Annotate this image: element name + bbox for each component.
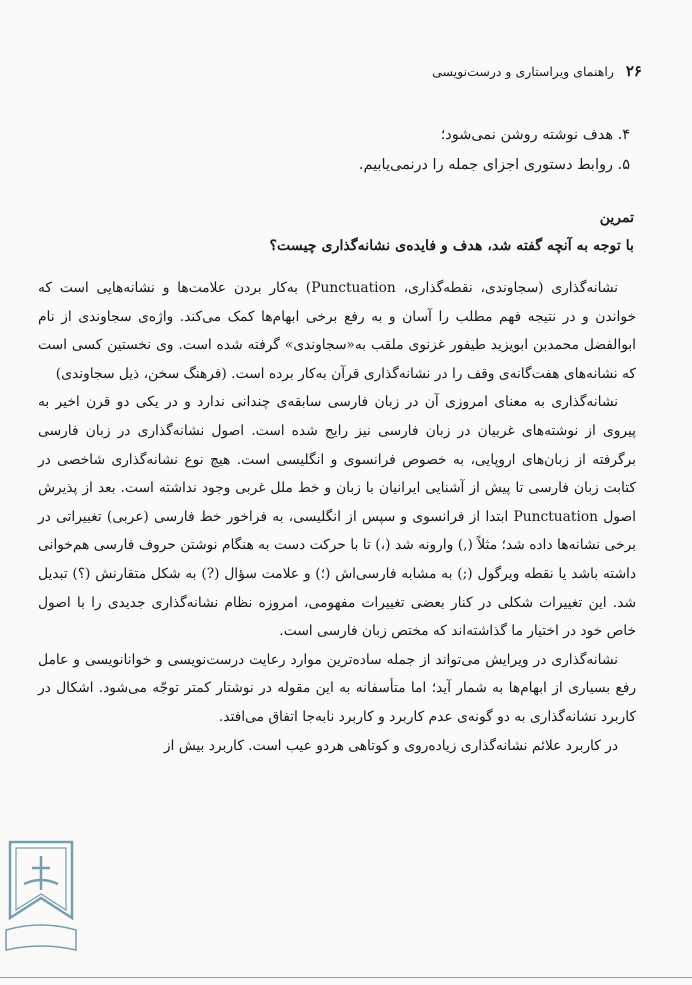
running-title: راهنمای ویراستاری و درست‌نویسی <box>432 64 614 79</box>
list-item: ۵. روابط دستوری اجزای جمله را درنمی‌یابیم. <box>358 157 630 173</box>
page-bottom-rule <box>0 977 692 978</box>
exercise-heading: تمرین <box>599 210 634 226</box>
body-text <box>38 274 636 760</box>
page-header <box>300 62 642 80</box>
paragraph: نشانه‌گذاری به معنای امروزی آن در زبان فارسی سابقه‌ی چندانی ندارد و در یکی دو قرن اخیر به پیروی از نوشته‌های غربیان در زبان فارسی نیز رایج شده است. اصول نشانه‌گذاری در زبان فارسی برگرفته از زبان‌های اروپایی، به خصوص فرانسوی و انگلیسی است. هیچ نوع نشانه‌گذاری شاخصی در کتابت زبان فارسی تا پیش از آشنایی ایرانیان با زبان و خط ملل غربی وجود نداشته است. بعد از پذیرش اصول Punctuation ابتدا از فرانسوی و سپس از انگلیسی، به فراخور خط فارسی (عربی) تغییراتی در برخی نشانه‌ها داده شد؛ مثلاً (,) وارونه شد (،) تا با حرکت دست به هنگام نوشتن حروف فارسی هم‌خوانی داشته باشد یا نقطه ویرگول (;) به مشابه فارسی‌اش (؛) و علامت سؤال (?) به شکل متقارنش (؟) تبدیل شد. این تغییرات شکلی در کنار بعضی تغییرات مفهومی، امروزه نظام نشانه‌گذاری جدیدی را با اصول خاص خود در اختیار ما گذاشته‌اند که مختص زبان فارسی است. <box>38 394 636 640</box>
list-item: ۴. هدف نوشته روشن نمی‌شود؛ <box>440 127 630 143</box>
library-seal-icon <box>2 838 80 958</box>
paragraph: نشانه‌گذاری در ویرایش می‌تواند از جمله ساده‌ترین موارد رعایت درست‌نویسی و خوانانویسی و عامل رفع بسیاری از ابهام‌ها به شمار آید؛ اما متأسفانه به این مقوله در نوشتار کمتر توجّه می‌شود. اشکال در کاربرد نشانه‌گذاری به دو گونه‌ی عدم کاربرد و کاربرد نابه‌جا اتفاق می‌افتد. <box>38 651 636 725</box>
numbered-list <box>40 120 630 180</box>
page-number: ۲۶ <box>625 62 642 80</box>
exercise-question: با توجه به آنچه گفته شد، هدف و فایده‌ی نشانه‌گذاری چیست؟ <box>269 238 634 254</box>
paragraph: در کاربرد علائم نشانه‌گذاری زیاده‌روی و کوتاهی هردو عیب است. کاربرد بیش از <box>163 737 618 754</box>
paragraph: نشانه‌گذاری (سجاوندی، نقطه‌گذاری، Punctuation) به‌کار بردن علامت‌ها و نشانه‌هایی است که خواندن و در نتیجه فهم مطلب را آسان و به رفع برخی ابهام‌ها کمک می‌کند. واژه‌ی سجاوندی از نام ابوالفضل محمدبن ابویزید طیفور غزنوی ملقب به«سجاوندی» گرفته شده است. وی نخستین کسی است که نشانه‌های هفت‌گانه‌ی وقف را در نشانه‌گذاری قرآن به‌کار برده است. (فرهنگ سخن، ذیل سجاوندی) <box>38 280 636 382</box>
